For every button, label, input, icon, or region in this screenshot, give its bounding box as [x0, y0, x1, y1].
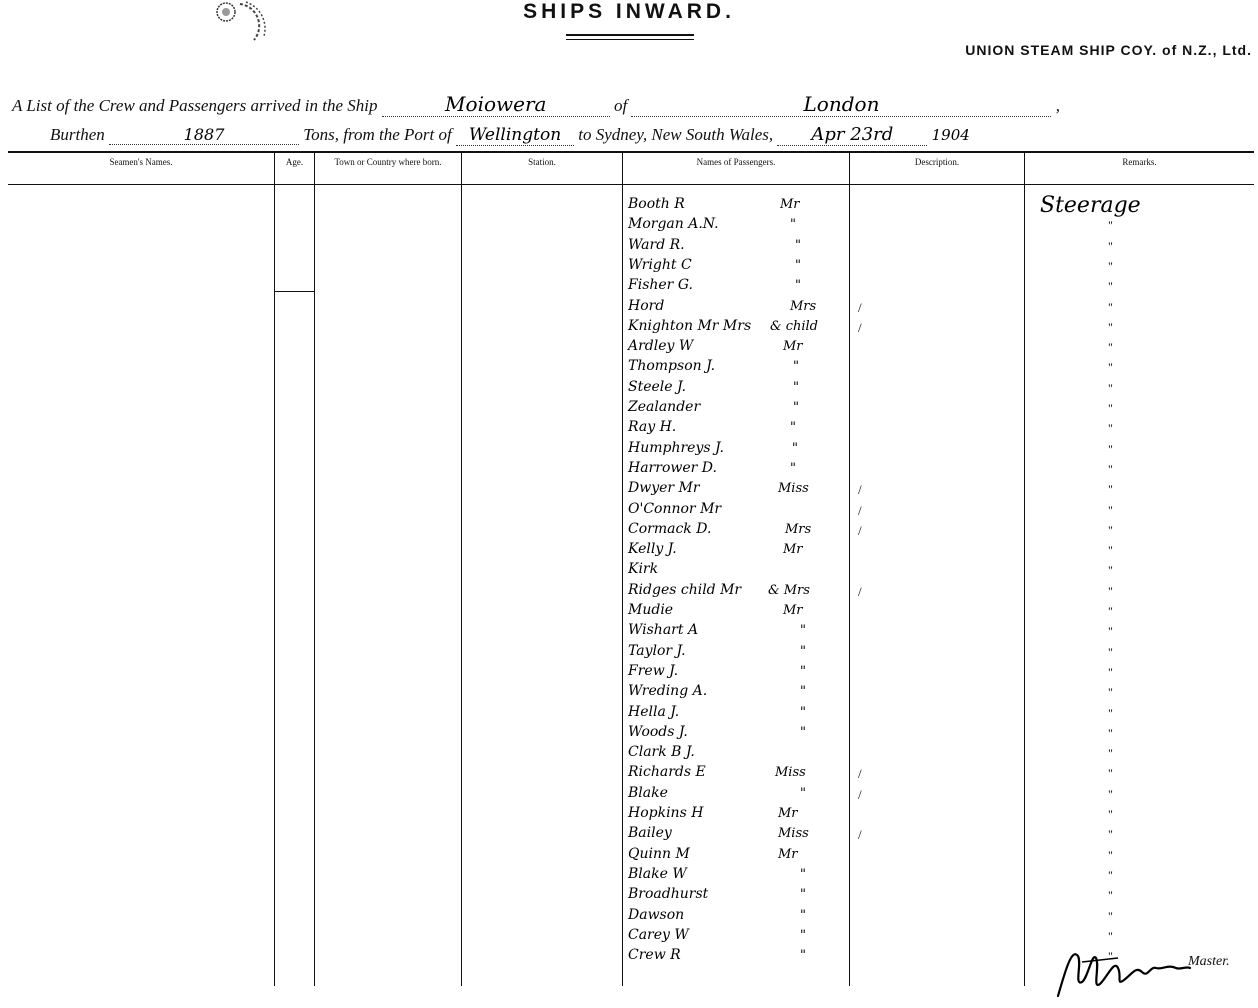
- remarks-ditto: ": [1108, 867, 1113, 882]
- passenger-name: Booth R: [628, 196, 685, 212]
- table-header-border: [8, 184, 1254, 185]
- remarks-ditto: ": [1108, 421, 1113, 436]
- passenger-title: Mr: [783, 542, 803, 558]
- remarks-ditto: ": [1108, 644, 1113, 659]
- burthen-label: Burthen: [50, 125, 105, 144]
- passenger-name: Wreding A.: [628, 683, 708, 700]
- passenger-name: Carey W: [628, 926, 689, 943]
- passenger-title: ": [795, 237, 801, 253]
- master-signature-icon: [1052, 938, 1192, 1000]
- passenger-title: ": [795, 278, 801, 294]
- col-header-station: Station.: [528, 157, 556, 167]
- passenger-name: Ward R.: [628, 236, 685, 253]
- passenger-name: Blake: [628, 784, 668, 801]
- passenger-name: Blake W: [628, 865, 687, 882]
- passenger-name: Frew J.: [628, 662, 679, 679]
- col-header-age: Age.: [285, 157, 304, 167]
- passenger-title: ": [790, 420, 796, 436]
- passenger-title: ": [792, 440, 798, 456]
- passenger-name: Dwyer Mr: [628, 480, 700, 497]
- age-rule: [275, 291, 315, 292]
- check-mark-icon: /: [858, 502, 862, 518]
- col-divider-description: [849, 152, 850, 986]
- remarks-ditto: ": [1108, 624, 1113, 639]
- passenger-name: Mudie: [628, 602, 674, 618]
- remarks-ditto: ": [1108, 928, 1113, 943]
- passenger-name: Ray H.: [628, 419, 677, 436]
- passenger-title: ": [800, 927, 806, 943]
- remarks-ditto: ": [1108, 847, 1113, 862]
- passenger-title: Miss: [775, 765, 806, 781]
- col-divider-born: [314, 152, 315, 986]
- check-mark-icon: /: [858, 786, 862, 802]
- passenger-title: ": [800, 623, 806, 639]
- passenger-name: Kirk: [628, 561, 659, 578]
- passenger-title: Mr: [778, 846, 798, 862]
- title-underline-thin: [566, 39, 694, 40]
- remarks-ditto: ": [1108, 543, 1113, 558]
- remarks-ditto: ": [1108, 522, 1113, 537]
- passenger-title: ": [793, 379, 799, 395]
- passenger-title: ": [800, 643, 806, 659]
- remarks-ditto: ": [1108, 258, 1113, 273]
- passenger-title: Mr: [778, 806, 798, 821]
- passenger-name: Kelly J.: [628, 541, 677, 558]
- passenger-title: ": [800, 684, 806, 700]
- remarks-ditto: ": [1108, 583, 1113, 598]
- passenger-name: Crew R: [628, 947, 681, 964]
- passenger-name: O'Connor Mr: [628, 500, 722, 517]
- passenger-name: Cormack D.: [628, 520, 712, 537]
- tons-label: Tons, from the Port of: [303, 125, 452, 144]
- remarks-ditto: ": [1108, 502, 1113, 517]
- of-label: of: [614, 96, 628, 115]
- passenger-name: Hopkins H: [628, 805, 704, 821]
- passenger-title: & Mrs: [768, 582, 810, 598]
- passenger-name: Richards E: [628, 764, 706, 781]
- remarks-ditto: ": [1108, 319, 1113, 334]
- remarks-ditto: ": [1108, 664, 1113, 679]
- passenger-name: Thompson J.: [628, 358, 716, 375]
- passenger-name: Wright C: [628, 256, 692, 273]
- check-mark-icon: /: [858, 299, 862, 315]
- passenger-title: ": [793, 400, 799, 415]
- passenger-name: Morgan A.N.: [628, 216, 719, 233]
- passenger-name: Bailey: [628, 825, 672, 842]
- passenger-title: Mrs: [790, 298, 817, 314]
- header-line-2: [50, 124, 970, 146]
- passenger-name: Dawson: [628, 906, 685, 923]
- remarks-ditto: ": [1108, 441, 1113, 456]
- passenger-name: Knighton Mr Mrs: [628, 317, 752, 334]
- remarks-ditto: ": [1108, 340, 1113, 355]
- remarks-ditto: ": [1108, 888, 1113, 903]
- remarks-ditto: ": [1108, 482, 1113, 497]
- remarks-ditto: ": [1108, 461, 1113, 476]
- passenger-title: ": [800, 948, 806, 964]
- col-header-seamens-names: Seamen's Names.: [109, 157, 173, 167]
- company-name: UNION STEAM SHIP COY. of N.Z., Ltd.: [965, 42, 1252, 58]
- check-mark-icon: /: [858, 766, 862, 782]
- passenger-title: Mr: [780, 197, 800, 212]
- check-mark-icon: /: [858, 319, 862, 335]
- passenger-title: ": [800, 907, 806, 923]
- title-underline: [566, 34, 694, 36]
- passenger-title: ": [800, 724, 806, 740]
- passenger-title: Mr: [783, 603, 803, 618]
- remarks-ditto: ": [1108, 380, 1113, 395]
- port-of-registry: London: [631, 92, 1051, 117]
- passenger-title: ": [790, 460, 796, 476]
- passenger-title: ": [800, 785, 806, 801]
- remarks-ditto: ": [1108, 685, 1113, 700]
- master-label: Master.: [1188, 954, 1230, 969]
- remarks-ditto: ": [1108, 238, 1113, 253]
- passenger-name: Humphreys J.: [628, 439, 724, 456]
- passenger-title: ": [795, 257, 801, 273]
- remarks-ditto: ": [1108, 218, 1113, 233]
- remarks-ditto: ": [1108, 604, 1113, 618]
- remarks-ditto: ": [1108, 360, 1113, 375]
- remarks-steerage: Steerage: [1040, 193, 1141, 218]
- col-divider-age: [274, 152, 275, 986]
- col-divider-remarks: [1024, 152, 1025, 986]
- passenger-name: Quinn M: [628, 845, 690, 862]
- passenger-name: Taylor J.: [628, 642, 686, 659]
- passenger-name: Clark B J.: [628, 744, 695, 761]
- passenger-title: Miss: [778, 826, 809, 842]
- col-header-born: Town or Country where born.: [334, 157, 442, 167]
- remarks-ditto: ": [1108, 563, 1113, 578]
- passenger-name: Hella J.: [628, 703, 680, 720]
- passenger-name: Ridges child Mr: [628, 581, 742, 598]
- ship-name: Moiowera: [382, 92, 610, 117]
- remarks-ditto: ": [1108, 746, 1113, 761]
- table-top-border: [8, 151, 1254, 153]
- check-mark-icon: /: [858, 522, 862, 538]
- remarks-ditto: ": [1108, 725, 1113, 740]
- remarks-ditto: ": [1108, 401, 1113, 415]
- passenger-name: Woods J.: [628, 723, 688, 740]
- passenger-title: ": [800, 887, 806, 903]
- check-mark-icon: /: [858, 583, 862, 599]
- col-header-description: Description.: [914, 157, 960, 167]
- passenger-name: Fisher G.: [628, 277, 693, 294]
- col-header-remarks: Remarks.: [1122, 157, 1157, 167]
- remarks-ditto: ": [1108, 786, 1113, 801]
- passenger-name: Broadhurst: [628, 886, 709, 903]
- passenger-title: Mr: [783, 339, 803, 355]
- passenger-name: Harrower D.: [628, 459, 717, 476]
- header-line-1: A List of the Crew and Passengers arrived in the Ship Moiowera of London ,: [12, 92, 1060, 116]
- remarks-ditto: ": [1108, 766, 1113, 781]
- col-header-passengers: Names of Passengers.: [696, 157, 776, 167]
- remarks-ditto: ": [1108, 299, 1113, 314]
- remarks-ditto: ": [1108, 705, 1113, 720]
- arrival-year: 1904: [931, 126, 970, 144]
- from-port: Wellington: [456, 125, 574, 146]
- passenger-title: & child: [770, 318, 818, 334]
- passenger-name: Ardley W: [628, 338, 694, 355]
- remarks-ditto: ": [1108, 908, 1113, 923]
- passenger-title: Mrs: [785, 521, 812, 537]
- check-mark-icon: /: [858, 482, 862, 498]
- arrival-date: Apr 23rd: [777, 124, 927, 146]
- to-label: to Sydney, New South Wales,: [578, 125, 774, 144]
- remarks-ditto: ": [1108, 827, 1113, 842]
- passenger-name: Steele J.: [628, 378, 686, 395]
- passenger-name: Zealander: [628, 399, 701, 415]
- line1-prefix: A List of the Crew and Passengers arrived in the Ship: [12, 96, 378, 115]
- remarks-ditto: ": [1108, 279, 1113, 294]
- passenger-name: Hord: [628, 297, 665, 314]
- burthen-value: 1887: [109, 125, 299, 145]
- passenger-title: ": [793, 359, 799, 375]
- passenger-title: Miss: [778, 481, 809, 497]
- remarks-ditto: ": [1108, 807, 1113, 821]
- passenger-title: ": [790, 217, 796, 233]
- col-divider-station: [461, 152, 462, 986]
- passenger-name: Wishart A: [628, 622, 699, 639]
- passenger-title: ": [800, 866, 806, 882]
- remarks-ditto: ": [1108, 949, 1113, 964]
- passenger-title: ": [800, 663, 806, 679]
- col-divider-passengers: [622, 152, 623, 986]
- check-mark-icon: /: [858, 827, 862, 843]
- document-title: SHIPS INWARD.: [523, 0, 735, 23]
- passenger-title: ": [800, 704, 806, 720]
